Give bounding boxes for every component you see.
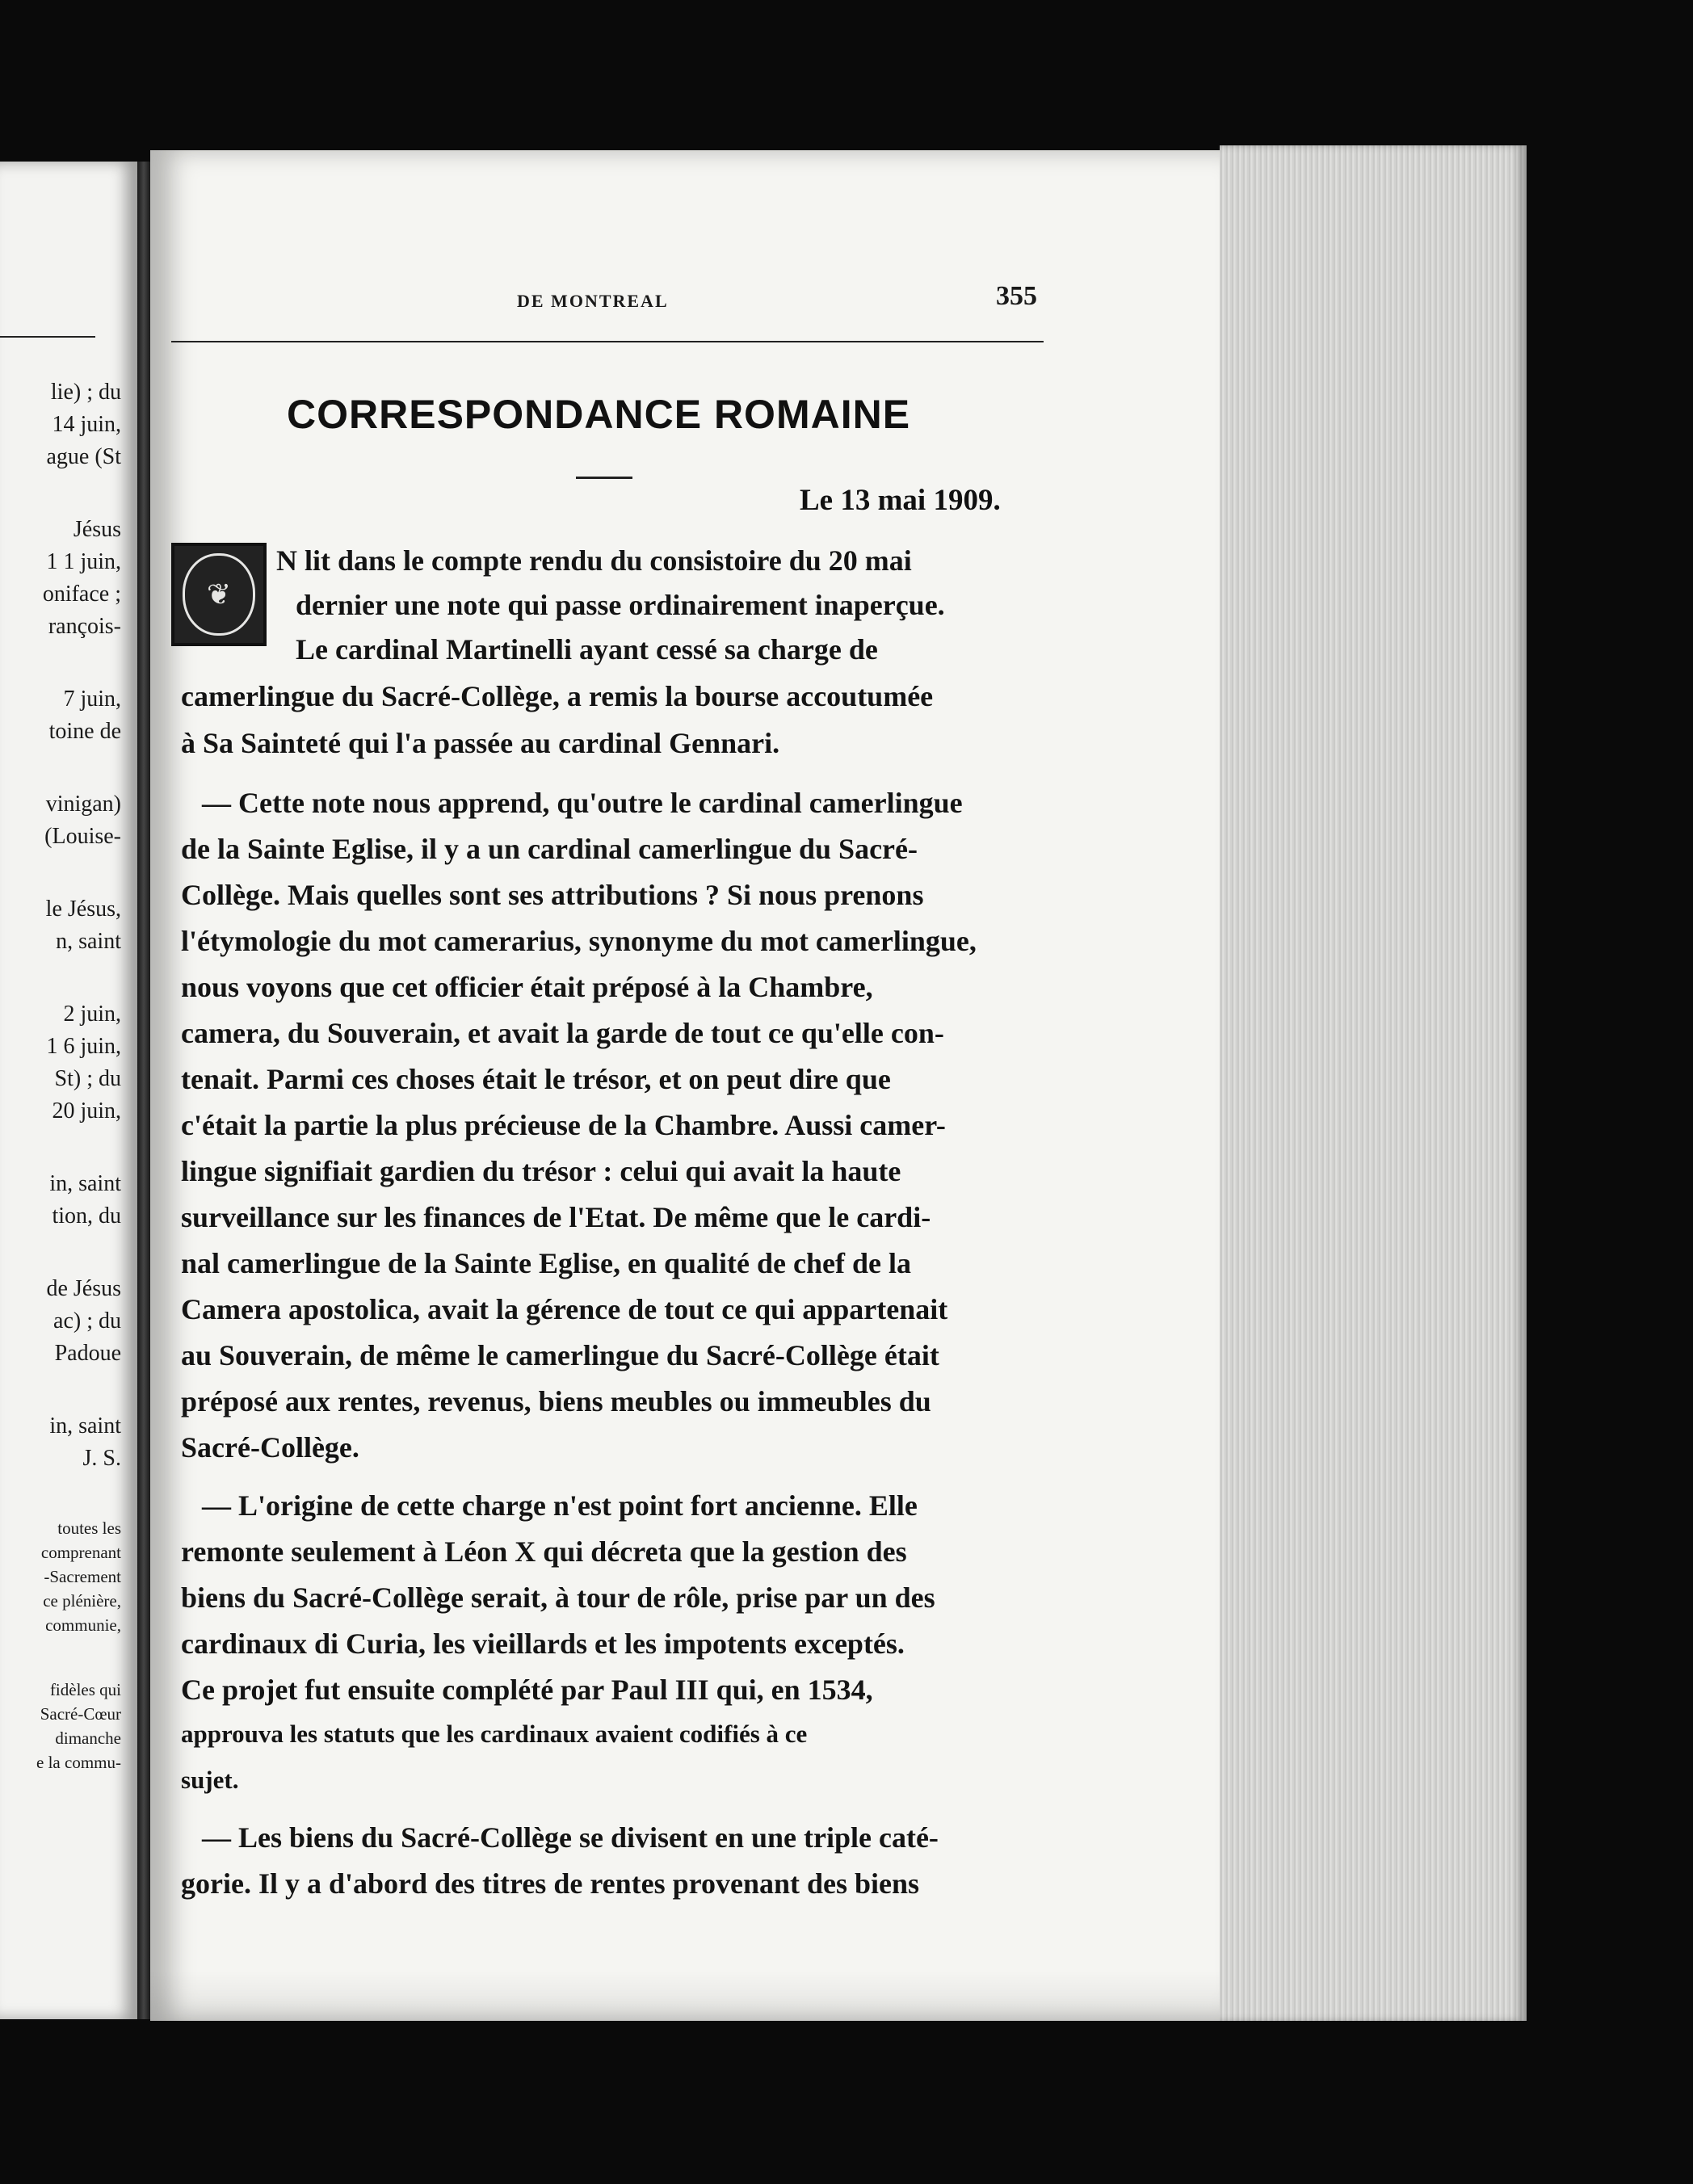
article-line: Camera apostolica, avait la gérence de tout ce qui appartenait <box>181 1293 948 1325</box>
article-line: camera, du Souverain, et avait la garde de tout ce qu'elle con- <box>181 1017 944 1049</box>
page-number: 355 <box>996 281 1037 311</box>
article-line: lingue signifiait gardien du trésor : celui qui avait la haute <box>181 1155 901 1187</box>
article-line: c'était la partie la plus précieuse de la Chambre. Aussi camer- <box>181 1109 946 1141</box>
header-rule <box>171 341 1044 342</box>
title-rule <box>576 477 632 479</box>
facing-page-line: 1 6 juin, <box>46 1034 121 1059</box>
article-line: préposé aux rentes, revenus, biens meubles ou immeubles du <box>181 1385 931 1418</box>
facing-page-line: communie, <box>45 1615 121 1635</box>
article-line: de la Sainte Eglise, il y a un cardinal camerlingue du Sacré- <box>181 833 918 865</box>
article-line: surveillance sur les finances de l'Etat. De même que le cardi- <box>181 1201 931 1233</box>
article-line: remonte seulement à Léon X qui décreta que la gestion des <box>181 1535 907 1568</box>
article-line: approuva les statuts que les cardinaux avaient codifiés à ce <box>181 1720 808 1748</box>
article-line: tenait. Parmi ces choses était le trésor, et on peut dire que <box>181 1063 891 1095</box>
facing-page-line: -Sacrement <box>44 1567 121 1586</box>
book-gutter <box>137 162 150 2019</box>
article-line: Le cardinal Martinelli ayant cessé sa charge de <box>296 633 878 666</box>
page-bottom-shade <box>150 1971 1220 2021</box>
dateline: Le 13 mai 1909. <box>800 484 1001 517</box>
facing-page-line: 7 juin, <box>63 687 121 712</box>
article-line: nal camerlingue de la Sainte Eglise, en qualité de chef de la <box>181 1247 911 1279</box>
facing-page-line: Sacré-Cœur <box>40 1704 121 1724</box>
article-line: Collège. Mais quelles sont ses attributions ? Si nous prenons <box>181 879 924 911</box>
facing-page-line: dimanche <box>55 1728 121 1748</box>
drop-cap-letter-icon: ❦ <box>183 553 255 636</box>
article-line: N lit dans le compte rendu du consistoire du 20 mai <box>276 544 912 577</box>
facing-page-line: oniface ; <box>42 582 121 607</box>
facing-page-line: J. S. <box>82 1446 121 1471</box>
facing-page-line: Padoue <box>54 1341 121 1366</box>
drop-cap-ornament <box>171 543 267 646</box>
facing-page-line: 14 juin, <box>52 412 121 437</box>
facing-page-line: in, saint <box>49 1413 121 1438</box>
article-line: Ce projet fut ensuite complété par Paul III qui, en 1534, <box>181 1674 873 1706</box>
article-line: nous voyons que cet officier était préposé à la Chambre, <box>181 971 873 1003</box>
facing-page-line: n, saint <box>56 929 121 954</box>
article-line: à Sa Sainteté qui l'a passée au cardinal Gennari. <box>181 727 780 759</box>
facing-page-line: fidèles qui <box>49 1680 121 1699</box>
article-line: l'étymologie du mot camerarius, synonyme du mot camerlingue, <box>181 925 977 957</box>
facing-page-line: le Jésus, <box>45 897 121 922</box>
facing-page-line: de Jésus <box>46 1276 121 1301</box>
facing-page-line: ac) ; du <box>53 1308 121 1334</box>
facing-page-line: rançois- <box>48 614 121 639</box>
facing-page-line: vinigan) <box>45 792 121 817</box>
facing-page-line: 20 juin, <box>52 1098 121 1124</box>
article-line: gorie. Il y a d'abord des titres de rentes provenant des biens <box>181 1867 920 1900</box>
article-line: — Cette note nous apprend, qu'outre le cardinal camerlingue <box>202 787 963 819</box>
facing-page-line: toutes les <box>57 1518 121 1538</box>
page-edges <box>1220 145 1527 2021</box>
facing-page-line: in, saint <box>49 1171 121 1196</box>
facing-page-line: 2 juin, <box>63 1002 121 1027</box>
facing-page-line: e la commu- <box>36 1753 121 1772</box>
article-line: au Souverain, de même le camerlingue du Sacré-Collège était <box>181 1339 939 1371</box>
article-line: dernier une note qui passe ordinairement inaperçue. <box>296 589 945 621</box>
article-line: Sacré-Collège. <box>181 1431 359 1464</box>
article-line: biens du Sacré-Collège serait, à tour de rôle, prise par un des <box>181 1581 935 1614</box>
article-line: camerlingue du Sacré-Collège, a remis la bourse accoutumée <box>181 680 934 712</box>
facing-page-line: comprenant <box>40 1543 121 1562</box>
facing-page-rule <box>0 336 95 338</box>
facing-page-line: ce plénière, <box>43 1591 121 1611</box>
article-line: — Les biens du Sacré-Collège se divisent en une triple caté- <box>202 1821 939 1854</box>
facing-page-line: St) ; du <box>54 1066 121 1091</box>
article-line: sujet. <box>181 1766 239 1794</box>
facing-page-line: tion, du <box>52 1203 121 1228</box>
facing-page-line: Jésus <box>73 517 121 542</box>
article-title: CORRESPONDANCE ROMAINE <box>287 392 911 437</box>
running-head: DE MONTREAL <box>517 291 669 311</box>
facing-page-line: ague (St <box>46 444 121 469</box>
facing-page-line: (Louise- <box>44 824 121 849</box>
article-line: cardinaux di Curia, les vieillards et les impotents exceptés. <box>181 1628 905 1660</box>
facing-page-line: 1 1 juin, <box>46 549 121 574</box>
facing-page-line: toine de <box>48 719 121 744</box>
article-line: — L'origine de cette charge n'est point fort ancienne. Elle <box>202 1489 918 1522</box>
facing-page-line: lie) ; du <box>50 380 121 405</box>
